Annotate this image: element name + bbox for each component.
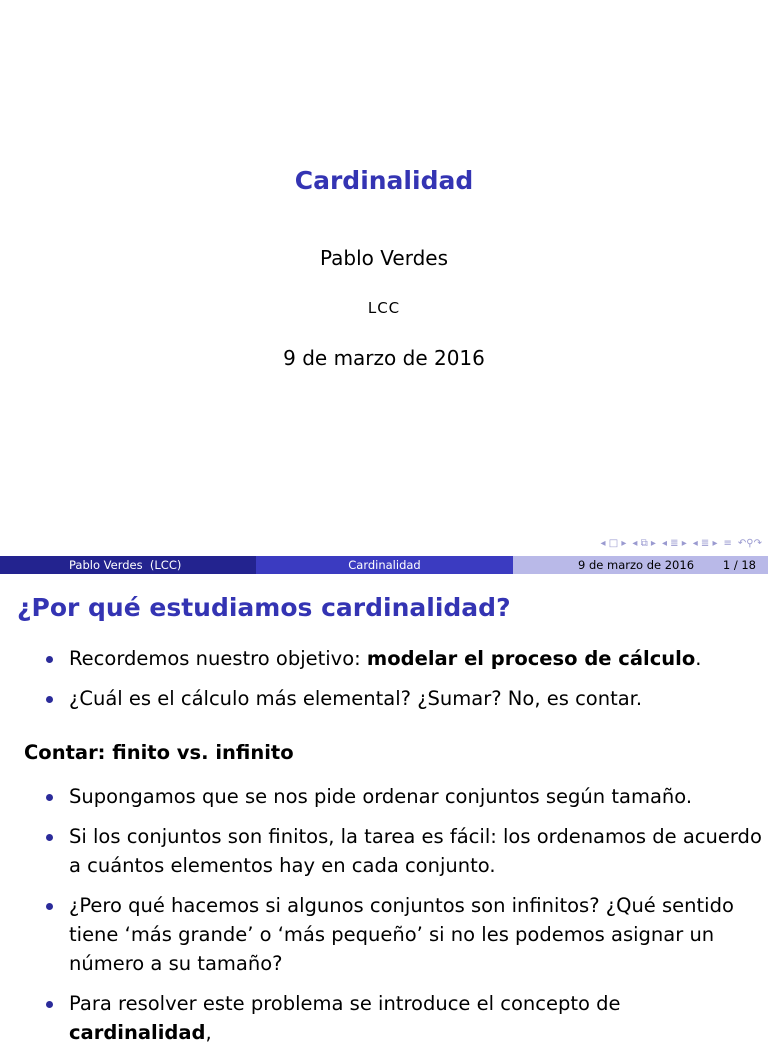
bullet-icon <box>46 794 53 801</box>
footer-title: Cardinalidad <box>348 558 421 572</box>
list-item: Para resolver este problema se introduce el concepto de cardinalidad, <box>0 989 768 1047</box>
bullet-icon <box>46 696 53 703</box>
footer-bar <box>0 556 768 574</box>
subheading: Contar: finito vs. infinito <box>24 741 294 764</box>
presentation-title: Cardinalidad <box>294 166 474 195</box>
nav-toc-icon[interactable]: ≡ <box>723 538 732 549</box>
nav-subsection-group[interactable]: ◂ ⧉ ▸ <box>632 538 656 549</box>
nav-search-icon[interactable]: ↶⚲↷ <box>737 538 762 549</box>
nav-section-group-2[interactable]: ◂ ≣ ▸ <box>692 538 718 549</box>
list-item: Si los conjuntos son finitos, la tarea es fácil: los ordenamos de acuerdo a cuántos elementos hay en cada conjunto. <box>0 822 768 880</box>
footer-author: Pablo Verdes (LCC) <box>69 558 182 572</box>
bullet-icon <box>46 834 53 841</box>
footer-title-box <box>256 556 513 574</box>
author-name: Pablo Verdes <box>320 246 448 270</box>
nav-section-group[interactable]: ◂ ≣ ▸ <box>661 538 687 549</box>
footer-date-box <box>513 556 768 574</box>
bullet-icon <box>46 656 53 663</box>
bullet-icon <box>46 903 53 910</box>
beamer-navigation-symbols <box>490 538 762 552</box>
nav-frame-group[interactable]: ◂ □ ▸ <box>600 538 627 549</box>
footer-date: 9 de marzo de 2016 <box>578 558 695 572</box>
bullet-list-intro <box>0 644 768 724</box>
list-item: ¿Cuál es el cálculo más elemental? ¿Sumar? No, es contar. <box>0 684 768 713</box>
list-item: Supongamos que se nos pide ordenar conjuntos según tamaño. <box>0 782 768 811</box>
bullet-icon <box>46 1001 53 1008</box>
footer-author-box <box>0 556 256 574</box>
list-item: ¿Pero qué hacemos si algunos conjuntos son infinitos? ¿Qué sentido tiene ‘más grande’ o ‘más pequeño’ si no les podemos asignar un número a su tamaño? <box>0 891 768 978</box>
slide-title: ¿Por qué estudiamos cardinalidad? <box>17 593 511 622</box>
institute: LCC <box>367 299 401 317</box>
bullet-list-counting <box>0 782 768 1058</box>
content-slide <box>0 575 768 1044</box>
list-item: Recordemos nuestro objetivo: modelar el proceso de cálculo. <box>0 644 768 673</box>
presentation-date: 9 de marzo de 2016 <box>283 346 485 370</box>
footer-page-number: 1 / 18 <box>722 558 756 572</box>
